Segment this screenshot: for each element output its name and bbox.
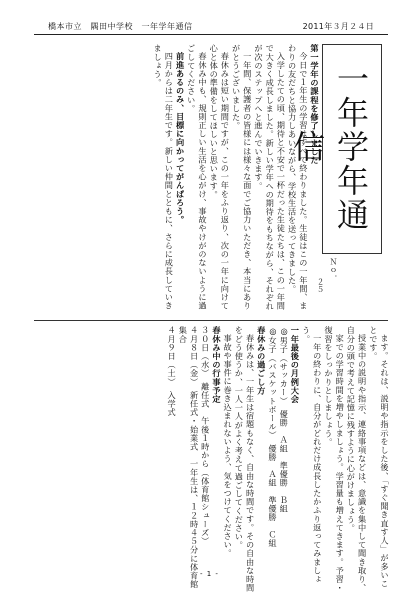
schedule-item: ３０日（水） 離任式 午後１時から（体育館シューズ）	[200, 326, 211, 546]
bottom-article	[30, 326, 390, 596]
top-heading: 第一学年の課程を修了しました	[310, 44, 320, 165]
page-number: - 1 -	[200, 570, 219, 578]
bottom-paragraph: 一年の終わりに、自分がどれだけ成長したかふり返ってみましょう。	[301, 326, 323, 584]
schedule-item: ４月９日（土） 入学式	[167, 326, 178, 417]
tournament-result: ◎女子（バスケットボール） 優勝 Ａ組 準優勝 Ｃ組	[267, 326, 278, 548]
bottom-paragraph: 家での学習時間を増やしましょう。学習量も増えてきます。予習・復習をしっかりとしましょう。	[323, 326, 346, 593]
top-bold-note: 前進あるのみ、目標に向かってがんばろう。	[175, 52, 186, 225]
top-paragraph: 一年間、保護者の皆様には様々な面でご協力いただき、本当にありがとうございました。	[231, 44, 253, 311]
schedule-heading: 春休み中の行事予定	[211, 326, 222, 404]
tournament-result: ◎男子（サッカー） 優勝 Ａ組 準優勝 Ｂ組	[279, 326, 290, 513]
issue-date: 2011年３月２４日	[302, 22, 374, 31]
top-paragraph: 今日で１年生の学習はすべて終わりました。生徒はこの一年間、まわりの友だちと協力しあいながら、学校生活を送ってきました。	[287, 44, 309, 311]
top-paragraph: 春休み中も、規則正しい生活を心がけ、事故やけがのないように過ごしてください。	[186, 44, 208, 311]
top-article	[30, 44, 320, 314]
spring-heading: 春休みの過ごし方	[256, 326, 267, 395]
top-closing: 四月からは二年生です。新しい仲間とともに、さらに成長していきましょう。	[153, 44, 175, 311]
school-name: 橋本市立 隅田中学校 一年学年通信	[48, 22, 193, 31]
issue-number: ２５	[316, 278, 325, 293]
top-paragraph: 入学したての頃、期待と不安で一杯だった生徒たちは、この一年間で大きく成長しました。新しい学年への期待をもちながら、それぞれが次のステップへと進んでいきます。	[253, 44, 287, 311]
bottom-paragraph: 授業中の説明や指示、連絡事項などは、意識を集中して聞き取り、自分の頭で考えて記憶に残すように心がけましょう。	[346, 326, 368, 593]
spring-paragraph: 春休みは、一年生は宿題もなく、自由な時間です。その自由な時間をどう使うか、一人一人がよく考えて過ごしてください。	[234, 326, 256, 593]
bottom-paragraph: ます。それは、説明や指示をした後、「すぐ聞き直す人」が多いことです。	[368, 326, 390, 589]
issue-number-label: Ｎｏ．	[329, 258, 338, 284]
newsletter-title: 一年学年通信	[288, 62, 370, 232]
schedule-item: ４月８日（金） 新任式・始業式 一年生は、１２時４５分に体育館集合	[178, 326, 200, 589]
top-paragraph: 春休みは短い期間ですが、この一年をふり返り、次の一年に向けて心と体の準備をしてほしいと思います。	[209, 44, 231, 311]
tournament-heading: 一年最後の月例大会	[290, 326, 301, 404]
newsletter-header	[34, 18, 388, 35]
section-divider	[34, 320, 388, 321]
spring-paragraph: 事故や事件に巻き込まれないよう、気をつけてください。	[223, 334, 234, 558]
